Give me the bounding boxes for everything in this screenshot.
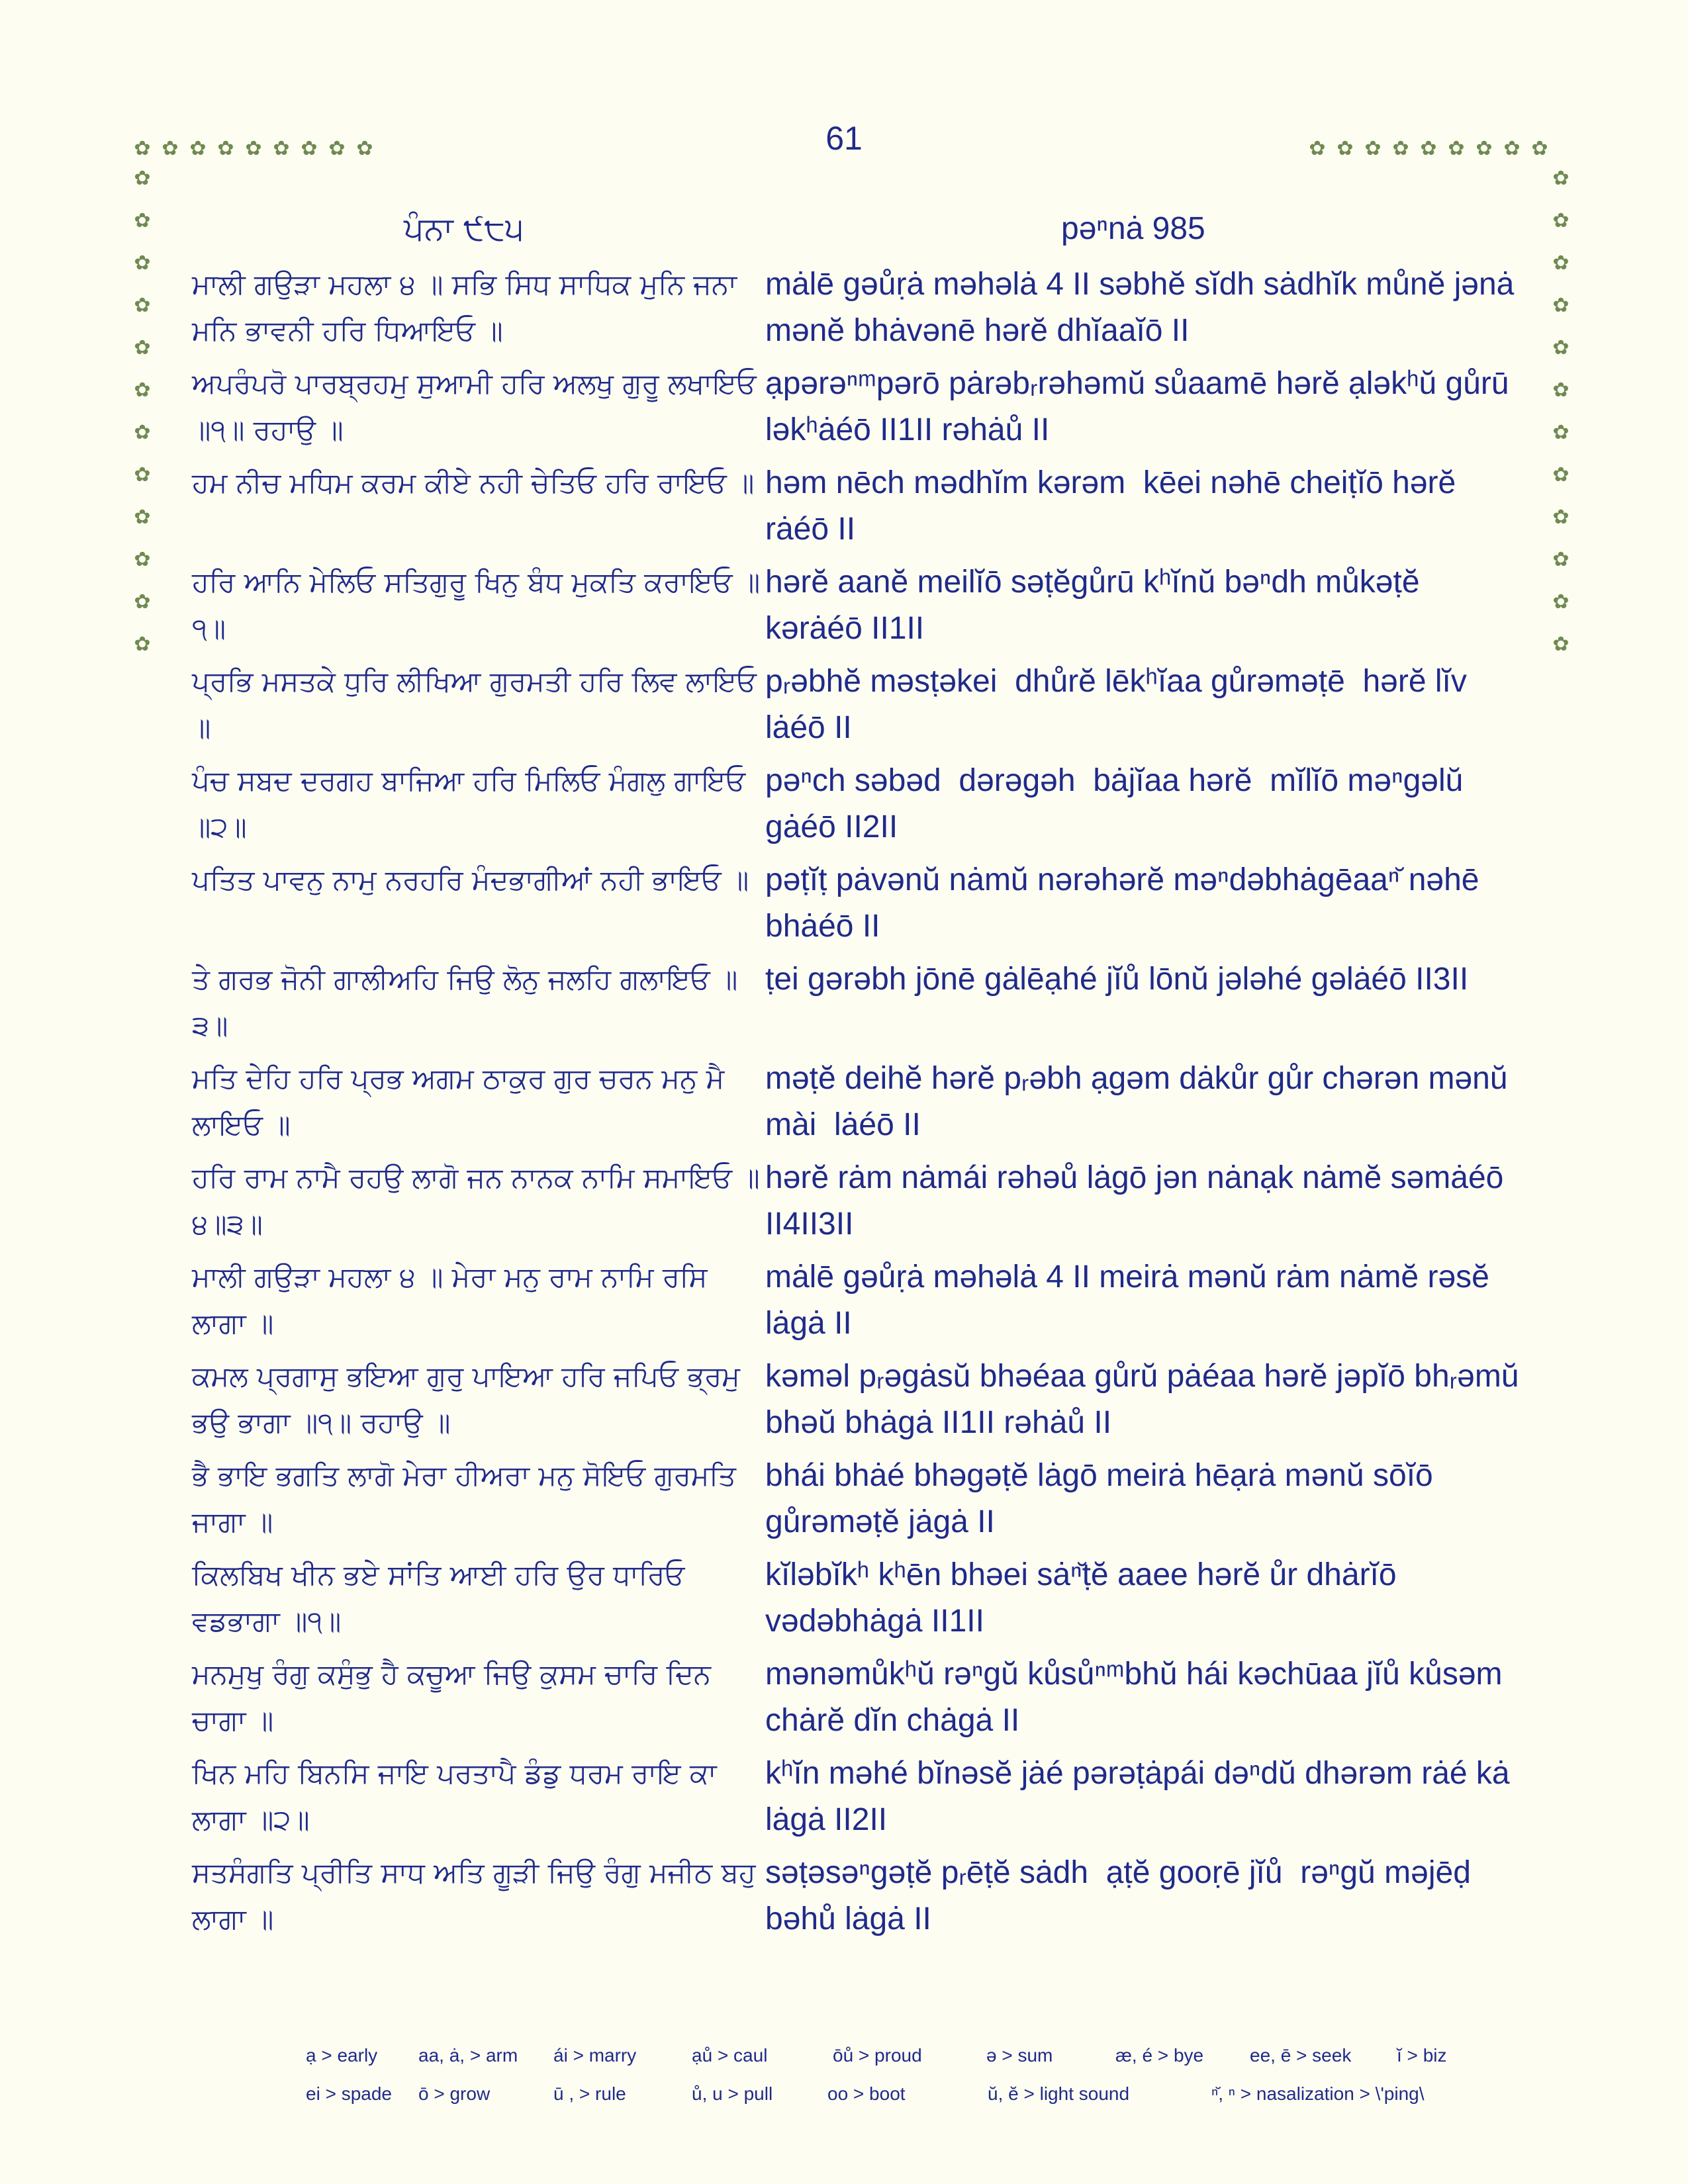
flower-ornament-icon: ✿	[1364, 137, 1382, 160]
flower-ornament-icon: ✿	[134, 209, 151, 232]
verse-transliteration: hərĕ aanĕ meilĭō səṭĕgůrū kʰĭnŭ bəⁿdh můkəṭĕ kərȧéō II1II	[765, 565, 1429, 646]
key-entry: ee, ē > seek	[1250, 2045, 1352, 2066]
verse-transliteration: ạpərəⁿᵐpərō pȧrəbᵣrəhəmŭ sůaamē hərĕ ạləkʰŭ gůrū ləkʰȧéō II1II rəhȧů II	[765, 366, 1518, 447]
verse-transliteration: həm nēch mədhĭm kərəm kēei nəhē cheiṭĭō hərĕ rȧéō II	[765, 465, 1465, 547]
key-entry: ə > sum	[986, 2045, 1053, 2066]
verse-row	[192, 1453, 1509, 1545]
key-entry: ĭ > biz	[1397, 2045, 1447, 2066]
key-entry: ái > marry	[553, 2045, 637, 2066]
flower-ornament-icon: ✿	[1552, 548, 1570, 571]
flower-ornament-icon: ✿	[1552, 167, 1570, 190]
flower-ornament-icon: ✿	[273, 137, 290, 160]
verse-row	[192, 261, 1523, 354]
verse-transliteration: pəⁿch səbəd dərəgəh bȧjĭaa hərĕ mĭlĭō məⁿgəlŭ gȧéō II2II	[765, 763, 1472, 844]
verse-gurmukhi: ਹਰਿ ਆਨਿ ਮੇਲਿਓ ਸਤਿਗੁਰੂ ਖਿਨੁ ਬੰਧ ਮੁਕਤਿ ਕਰਾਇਓ ॥੧॥	[192, 566, 761, 645]
flower-ornament-icon: ✿	[134, 548, 151, 571]
verse-transliteration: kəməl pᵣəgȧsŭ bhəéaa gůrŭ pȧéaa hərĕ jəpĭō bhᵣəmŭ bhəŭ bhȧgȧ II1II rəhȧů II	[765, 1359, 1528, 1440]
verse-gurmukhi: ਸਤਸੰਗਤਿ ਪ੍ਰੀਤਿ ਸਾਧ ਅਤਿ ਗੂੜੀ ਜਿਉ ਰੰਗੁ ਮਜੀਠ ਬਹੁ ਲਾਗਾ ॥	[192, 1856, 756, 1935]
key-entry: oo > boot	[827, 2083, 906, 2104]
verse-transliteration: kĭləbĭkʰ kʰēn bhəei sȧⁿ̆ṭĕ aaee hərĕ ůr dhȧrĭō vədəbhȧgȧ II1II	[765, 1557, 1405, 1639]
verse-gurmukhi: ਮਾਲੀ ਗਉੜਾ ਮਹਲਾ ੪ ॥ ਸਭਿ ਸਿਧ ਸਾਧਿਕ ਮੁਨਿ ਜਨਾ ਮਨਿ ਭਾਵਨੀ ਹਰਿ ਧਿਆਇਓ ॥	[192, 268, 737, 347]
key-entry: ō > grow	[418, 2083, 491, 2104]
verse-row	[192, 460, 1509, 547]
flower-ornament-icon: ✿	[1309, 137, 1326, 160]
flower-ornament-icon: ✿	[1552, 251, 1570, 275]
verse-gurmukhi: ਖਿਨ ਮਹਿ ਬਿਨਸਿ ਜਾਇ ਪਰਤਾਪੈ ਡੰਡੁ ਧਰਮ ਰਾਇ ਕਾ ਲਾਗਾ ॥੨॥	[192, 1757, 717, 1836]
flower-ornament-icon: ✿	[1552, 590, 1570, 614]
verse-row	[192, 1850, 1509, 1942]
verse-transliteration: kʰĭn məhé bĭnəsĕ jȧé pərəṭȧpái dəⁿdŭ dhərəm rȧé kȧ lȧgȧ II2II	[765, 1756, 1519, 1837]
verse-transliteration: mənəmůkʰŭ rəⁿgŭ kůsůⁿᵐbhŭ hái kəchūaa jĭů kůsəm chȧrĕ dĭn chȧgȧ II	[765, 1657, 1511, 1738]
key-entry: ū , > rule	[553, 2083, 626, 2104]
verse-transliteration: bhái bhȧé bhəgəṭĕ lȧgō meirȧ hēạrȧ mənŭ sōĭō gůrəməṭĕ jȧgȧ II	[765, 1458, 1442, 1539]
flower-ornament-icon: ✿	[1448, 137, 1465, 160]
key-entry: ạů > caul	[692, 2045, 768, 2066]
flower-ornament-icon: ✿	[134, 506, 151, 529]
verse-gurmukhi: ਪਤਿਤ ਪਾਵਨੁ ਨਾਮੁ ਨਰਹਰਿ ਮੰਦਭਾਗੀਆਂ ਨਹੀ ਭਾਇਓ ॥	[192, 864, 749, 896]
verse-row	[192, 361, 1518, 453]
verse-row	[192, 857, 1509, 944]
key-entry: ōů > proud	[833, 2045, 922, 2066]
verse-transliteration: hərĕ rȧm nȧmái rəhəů lȧgō jən nȧnạk nȧmĕ səmȧéō II4II3II	[765, 1160, 1513, 1242]
verse-transliteration: pᵣəbhĕ məsṭəkei dhůrĕ lēkʰĭaa gůrəməṭē hərĕ lĭv lȧéō II	[765, 664, 1476, 745]
flower-ornament-icon: ✿	[1420, 137, 1437, 160]
flower-ornament-icon: ✿	[189, 137, 207, 160]
key-entry: ů, u > pull	[692, 2083, 773, 2104]
flower-ornament-icon: ✿	[134, 251, 151, 275]
verse-transliteration: ṭei gərəbh jōnē gȧlēạhé jĭů lōnŭ jələhé gəlȧéō II3II	[765, 962, 1469, 997]
verse-row	[192, 1056, 1517, 1148]
verse-transliteration: pəṭĭṭ pȧvənŭ nȧmŭ nərəhərĕ məⁿdəbhȧgēaaⁿ̆ nəhē bhȧéō II	[765, 862, 1488, 944]
flower-ornament-icon: ✿	[134, 590, 151, 614]
verse-row	[192, 1353, 1528, 1446]
flower-ornament-icon: ✿	[1552, 421, 1570, 444]
flower-ornament-icon: ✿	[1552, 209, 1570, 232]
flower-ornament-icon: ✿	[134, 294, 151, 317]
key-entry: æ, é > bye	[1115, 2045, 1204, 2066]
verse-row	[192, 1254, 1509, 1347]
flower-ornament-icon: ✿	[356, 137, 373, 160]
flower-ornament-icon: ✿	[162, 137, 179, 160]
verse-transliteration: mȧlē gəůṛȧ məhəlȧ 4 II meirȧ mənŭ rȧm nȧmĕ rəsĕ lȧgȧ II	[765, 1259, 1499, 1341]
key-entry: ei > spade	[306, 2083, 392, 2104]
verse-row	[192, 659, 1509, 751]
verse-row	[192, 1155, 1513, 1248]
flower-ornament-icon: ✿	[134, 421, 151, 444]
verse-row	[192, 1651, 1509, 1744]
verse-gurmukhi: ਅਪਰੰਪਰੋ ਪਾਰਬ੍ਰਹਮੁ ਸੁਆਮੀ ਹਰਿ ਅਲਖੁ ਗੁਰੂ ਲਖਾਇਓ ॥੧॥ ਰਹਾਉ ॥	[192, 367, 757, 446]
flower-ornament-icon: ✿	[134, 379, 151, 402]
verse-gurmukhi: ਭੈ ਭਾਇ ਭਗਤਿ ਲਾਗੋ ਮੇਰਾ ਹੀਅਰਾ ਮਨੁ ਸੋਇਓ ਗੁਰਮਤਿ ਜਾਗਾ ॥	[192, 1459, 736, 1538]
verse-row	[192, 1552, 1509, 1645]
verse-gurmukhi: ਕਿਲਬਿਖ ਖੀਨ ਭਏ ਸਾਂਤਿ ਆਈ ਹਰਿ ਉਰ ਧਾਰਿਓ ਵਡਭਾਗਾ ॥੧॥	[192, 1559, 685, 1637]
key-entry: ŭ, ĕ > light sound	[988, 2083, 1130, 2104]
verse-gurmukhi: ਕਮਲ ਪ੍ਰਗਾਸੁ ਭਇਆ ਗੁਰੁ ਪਾਇਆ ਹਰਿ ਜਪਿਓ ਭ੍ਰਮੁ ਭਉ ਭਾਗਾ ॥੧॥ ਰਹਾਉ ॥	[192, 1360, 740, 1439]
verse-row	[192, 1751, 1519, 1843]
flower-ornament-icon: ✿	[134, 137, 151, 160]
flower-ornament-icon: ✿	[1503, 137, 1521, 160]
verse-gurmukhi: ਮਤਿ ਦੇਹਿ ਹਰਿ ਪ੍ਰਭ ਅਗਮ ਠਾਕੁਰ ਗੁਰ ਚਰਨ ਮਨੁ ਮੈ ਲਾਇਓ ॥	[192, 1062, 725, 1141]
flower-ornament-icon: ✿	[1392, 137, 1409, 160]
verse-gurmukhi: ਪ੍ਰਭਿ ਮਸਤਕੇ ਧੁਰਿ ਲੀਖਿਆ ਗੁਰਮਤੀ ਹਰਿ ਲਿਵ ਲਾਇਓ ॥	[192, 665, 757, 744]
flower-ornament-icon: ✿	[1552, 506, 1570, 529]
verse-row	[192, 956, 1509, 1049]
flower-ornament-icon: ✿	[1336, 137, 1354, 160]
verse-gurmukhi: ਪੰਚ ਸਬਦ ਦਰਗਹ ਬਾਜਿਆ ਹਰਿ ਮਿਲਿਓ ਮੰਗਲੁ ਗਾਇਓ ॥੨॥	[192, 764, 746, 843]
flower-ornament-icon: ✿	[301, 137, 318, 160]
page-heading-transliteration: pəⁿnȧ 985	[1061, 211, 1205, 246]
page-heading-gurmukhi: ਪੰਨਾ ੯੮੫	[404, 210, 524, 248]
verse-gurmukhi: ਮਾਲੀ ਗਉੜਾ ਮਹਲਾ ੪ ॥ ਮੇਰਾ ਮਨੁ ਰਾਮ ਨਾਮਿ ਰਸਿ ਲਾਗਾ ॥	[192, 1261, 708, 1340]
key-entry: aa, ȧ, > arm	[418, 2045, 518, 2066]
verse-row	[192, 758, 1509, 850]
verse-row	[192, 559, 1509, 652]
verse-transliteration: səṭəsəⁿgəṭĕ pᵣēṭĕ sȧdh ạṭĕ gooṛē jĭů rəⁿgŭ məjēḍ bəhů lȧgȧ II	[765, 1855, 1480, 1936]
flower-ornament-icon: ✿	[1552, 463, 1570, 486]
verse-transliteration: məṭĕ deihĕ hərĕ pᵣəbh ạgəm dȧkůr gůr chərən mənŭ mài lȧéō II	[765, 1061, 1517, 1142]
flower-ornament-icon: ✿	[1476, 137, 1493, 160]
flower-ornament-icon: ✿	[328, 137, 346, 160]
page-number: 61	[825, 120, 863, 157]
flower-ornament-icon: ✿	[1552, 379, 1570, 402]
flower-ornament-icon: ✿	[134, 633, 151, 656]
flower-ornament-icon: ✿	[134, 167, 151, 190]
verse-gurmukhi: ਹਰਿ ਰਾਮ ਨਾਮੈ ਰਹਉ ਲਾਗੋ ਜਨ ਨਾਨਕ ਨਾਮਿ ਸਮਾਇਓ ॥੪॥੩॥	[192, 1161, 760, 1240]
flower-ornament-icon: ✿	[217, 137, 234, 160]
flower-ornament-icon: ✿	[245, 137, 262, 160]
flower-ornament-icon: ✿	[1552, 633, 1570, 656]
flower-ornament-icon: ✿	[134, 463, 151, 486]
verse-transliteration: mȧlē gəůṛȧ məhəlȧ 4 II səbhĕ sĭdh sȧdhĭk můnĕ jənȧ mənĕ bhȧvənē hərĕ dhĭaaĭō II	[765, 267, 1523, 348]
verse-gurmukhi: ਤੇ ਗਰਭ ਜੋਨੀ ਗਾਲੀਅਹਿ ਜਿਉ ਲੋਨੁ ਜਲਹਿ ਗਲਾਇਓ ॥੩॥	[192, 963, 738, 1042]
key-entry: ạ > early	[306, 2045, 378, 2066]
flower-ornament-icon: ✿	[1531, 137, 1548, 160]
verse-gurmukhi: ਹਮ ਨੀਚ ਮਧਿਮ ਕਰਮ ਕੀਏ ਨਹੀ ਚੇਤਿਓ ਹਰਿ ਰਾਇਓ ॥	[192, 467, 755, 499]
key-entry: ⁿ̆, ⁿ > nasalization > \'ping\	[1211, 2083, 1425, 2104]
flower-ornament-icon: ✿	[134, 336, 151, 359]
verse-gurmukhi: ਮਨਮੁਖੁ ਰੰਗੁ ਕਸੁੰਭੁ ਹੈ ਕਚੂਆ ਜਿਉ ਕੁਸਮ ਚਾਰਿ ਦਿਨ ਚਾਗਾ ॥	[192, 1658, 712, 1737]
flower-ornament-icon: ✿	[1552, 336, 1570, 359]
flower-ornament-icon: ✿	[1552, 294, 1570, 317]
